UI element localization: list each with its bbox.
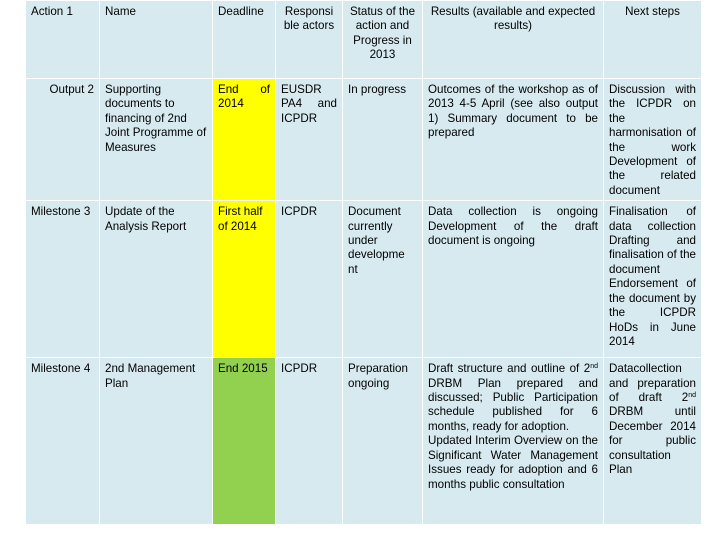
row-results: Outcomes of the workshop as of 2013 4-5 April (see also output 1) Summary document to be prepared <box>423 79 604 201</box>
row-status: Preparation ongoing <box>343 358 423 525</box>
row-action: Output 2 <box>26 79 100 201</box>
row-action: Milestone 4 <box>26 358 100 525</box>
row-deadline: End 2015 <box>213 358 276 525</box>
table-row <box>26 201 702 358</box>
row-name: 2nd Management Plan <box>100 358 213 525</box>
table-row <box>26 358 702 525</box>
row-name: Supporting documents to financing of 2nd Joint Programme of Measures <box>100 79 213 201</box>
row-results: Data collection is ongoing Development of the draft document is ongoing <box>423 201 604 358</box>
header-responsible: Responsi ble actors <box>276 1 343 79</box>
results-paragraph: Updated Interim Overview on the Significant Water Management Issues ready for adoption and 6 months public consultation <box>428 434 598 491</box>
row-next-steps: Discussion with the ICPDR on the harmonisation of the work Development of the related document <box>604 79 702 201</box>
header-next-steps: Next steps <box>604 1 702 79</box>
header-name: Name <box>100 1 213 79</box>
header-results: Results (available and expected results) <box>423 1 604 79</box>
row-deadline: First half of 2014 <box>213 201 276 358</box>
results-paragraph: Draft structure and outline of 2nd DRBM Plan prepared and discussed; Public Participation schedule published for 6 months, ready for adoption. <box>428 362 598 433</box>
table-row <box>26 79 702 201</box>
header-row <box>26 1 702 79</box>
row-deadline: End of 2014 <box>213 79 276 201</box>
row-responsible: ICPDR <box>276 201 343 358</box>
row-next-steps: Datacollection and preparation of draft 2nd DRBM until December 2014 for public consultation Plan <box>604 358 702 525</box>
row-results <box>423 358 604 525</box>
row-next-steps: Finalisation of data collection Drafting and finalisation of the document Endorsement of the document by the ICPDR HoDs in June 2014 <box>604 201 702 358</box>
header-action: Action 1 <box>26 1 100 79</box>
row-responsible: EUSDR PA4 and ICPDR <box>276 79 343 201</box>
row-action: Milestone 3 <box>26 201 100 358</box>
row-status: In progress <box>343 79 423 201</box>
row-status: Document currently under developme nt <box>343 201 423 358</box>
header-deadline: Deadline <box>213 1 276 79</box>
row-name: Update of the Analysis Report <box>100 201 213 358</box>
header-status: Status of the action and Progress in 2013 <box>343 1 423 79</box>
action-plan-table <box>25 0 702 525</box>
row-responsible: ICPDR <box>276 358 343 525</box>
